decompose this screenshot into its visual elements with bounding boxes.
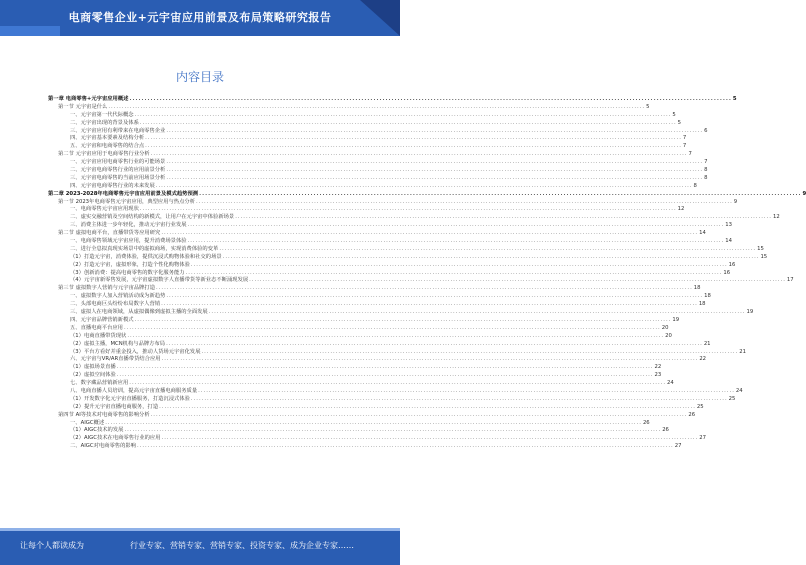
toc-page-number: 24 — [735, 387, 743, 394]
toc-entry-label: （2）虚拟主播，MCN机构与品牌方布局 — [70, 340, 166, 347]
toc-entry[interactable] — [48, 443, 682, 451]
toc-page-number: 27 — [699, 435, 707, 442]
toc-page-number: 18 — [698, 301, 706, 308]
toc-leader-dots: ........................................................................................................................................................................................................ — [190, 395, 728, 402]
toc-leader-dots: ........................................................................................................................................................................................................ — [190, 261, 728, 268]
toc-entry-label: 二、虚实交融营销及空间结构的新模式，让用户在元宇宙中体验新场景 — [70, 214, 235, 221]
toc-leader-dots: ........................................................................................................................................................................................................ — [161, 301, 698, 308]
toc-page-number: 27 — [674, 443, 682, 450]
toc-leader-dots: ........................................................................................................................................................................................................ — [166, 340, 703, 347]
toc-page-number: 14 — [699, 230, 706, 237]
toc-page-number: 14 — [725, 238, 733, 245]
report-title: 电商零售企业+元宇宙应用前景及布局策略研究报告 — [68, 11, 332, 24]
toc-entry-label: 第一节 元宇宙是什么 — [58, 103, 108, 110]
toc-page-number: 22 — [654, 364, 662, 371]
toc-entry-label: 四、元宇宙电商零售行业的未来发展 — [70, 182, 155, 189]
toc-page-number: 26 — [662, 427, 669, 434]
toc-entry-label: 第一章 电商零售+元宇宙应用概述 — [48, 96, 129, 102]
header-accent-bar — [0, 26, 60, 36]
toc-leader-dots: ........................................................................................................................................................................................................ — [129, 96, 732, 102]
toc-entry-label: （2）AIGC技术在电商零售行业的应用 — [70, 435, 161, 442]
toc-entry-label: （1）AIGC技术的发展 — [70, 427, 124, 434]
toc-page-number: 21 — [739, 348, 746, 355]
toc-entry-label: 三、元宇宙应用有利带来在电商零售企业 — [70, 127, 166, 134]
toc-entry[interactable] — [48, 340, 711, 349]
toc-entry-label: 三、虚拟人在电商领域，从虚拟偶像到虚拟主播的全面发展 — [70, 309, 208, 316]
toc-entry-label: 第二节 虚拟电商平台，直播带货等应用研究 — [58, 230, 161, 237]
toc-page-number: 18 — [693, 285, 701, 292]
toc-entry-label: 八、电商直播人员培训，提高元宇宙直播电商服务质量 — [70, 387, 198, 394]
toc-leader-dots: ........................................................................................................................................................................................................ — [249, 277, 786, 284]
toc-leader-dots: ........................................................................................................................................................................................................ — [150, 151, 688, 158]
toc-entry-label: 第三节 虚拟数字人营销与元宇宙品牌打造 — [58, 285, 156, 292]
toc-entry[interactable] — [48, 364, 662, 372]
toc-leader-dots: ........................................................................................................................................................................................................ — [201, 348, 739, 355]
toc-entry[interactable] — [48, 174, 708, 183]
toc-leader-dots: ........................................................................................................................................................................................................ — [134, 111, 672, 118]
toc-leader-dots: ........................................................................................................................................................................................................ — [185, 269, 723, 276]
toc-page-number: 12 — [677, 206, 685, 213]
toc-entry-label: 二、AIGC对电商零售的影响 — [70, 443, 136, 450]
toc-entry-label: （3）平台方看好并重金投入，推动人货场元宇宙化发展 — [70, 348, 201, 355]
toc-page-number: 22 — [699, 356, 707, 363]
toc-entry-label: （4）元宇宙新零售发展，元宇宙虚拟数字人直播带货等新业态不断涌现发展 — [70, 277, 249, 284]
footer-slogan: 让每个人都读成为 — [20, 541, 84, 550]
toc-entry[interactable] — [48, 411, 696, 420]
toc-entry-label: 三、元宇宙电商零售的当前应用场景分析 — [70, 174, 166, 181]
toc-leader-dots: ........................................................................................................................................................................................................ — [196, 198, 733, 205]
toc-entry-label: （2）打造元宇宙，虚拟形象，打造个性化购物体验 — [70, 261, 190, 268]
toc-leader-dots: ........................................................................................................................................................................................................ — [134, 316, 672, 323]
toc-entry-label: 第二章 2023-2028年电商零售元宇宙应用前景及模式趋势预测 — [48, 190, 199, 197]
toc-leader-dots: ........................................................................................................................................................................................................ — [155, 182, 693, 189]
toc-page-number: 15 — [760, 253, 768, 260]
toc-leader-dots: ........................................................................................................................................................................................................ — [198, 387, 735, 394]
toc-page-number: 17 — [786, 277, 794, 284]
toc-leader-dots: ........................................................................................................................................................................................................ — [145, 143, 682, 150]
toc-leader-dots: ........................................................................................................................................................................................................ — [166, 159, 704, 166]
toc-leader-dots: ........................................................................................................................................................................................................ — [222, 253, 760, 260]
toc-leader-dots: ........................................................................................................................................................................................................ — [235, 214, 772, 221]
toc-leader-dots: ........................................................................................................................................................................................................ — [108, 103, 646, 110]
toc-leader-dots: ........................................................................................................................................................................................................ — [219, 245, 757, 252]
toc-entry[interactable] — [48, 119, 681, 128]
toc-entry-label: 一、元宇宙第一代代际概念 — [70, 111, 134, 118]
toc-entry[interactable] — [48, 395, 736, 404]
toc-leader-dots: ........................................................................................................................................................................................................ — [187, 238, 725, 245]
toc-leader-dots: ........................................................................................................................................................................................................ — [123, 324, 661, 331]
toc-entry[interactable] — [48, 380, 674, 388]
toc-leader-dots: ........................................................................................................................................................................................................ — [159, 403, 696, 410]
toc-entry-label: 二、元宇宙出现的背景及体系 — [70, 119, 139, 126]
toc-entry[interactable] — [48, 316, 680, 325]
toc-entry[interactable] — [48, 332, 672, 341]
toc-page-number: 16 — [723, 269, 731, 276]
toc-leader-dots: ........................................................................................................................................................................................................ — [145, 135, 682, 142]
toc-entry[interactable] — [48, 182, 697, 191]
toc-entry-label: 二、进行全息拟真现实场景中的虚拟商场，实现消费体验的变革 — [70, 245, 219, 252]
toc-entry-label: 第一节 2023年电商零售元宇宙应用，典型应用与热点分析 — [58, 198, 195, 205]
toc-entry[interactable] — [48, 387, 743, 396]
page-footer — [0, 528, 400, 565]
toc-leader-dots: ........................................................................................................................................................................................................ — [139, 119, 677, 126]
toc-leader-dots: ........................................................................................................................................................................................................ — [116, 364, 654, 371]
toc-leader-dots: ........................................................................................................................................................................................................ — [136, 443, 674, 450]
toc-leader-dots: ........................................................................................................................................................................................................ — [187, 222, 725, 229]
toc-entry[interactable] — [48, 293, 711, 301]
toc-leader-dots: ........................................................................................................................................................................................................ — [124, 427, 662, 434]
toc-page-number: 5 — [732, 96, 737, 102]
toc-entry-label: 七、数字藏品营销新应用 — [70, 380, 129, 387]
toc-entry-label: （3）创新消费：提高电商零售的数字化服务能力 — [70, 269, 185, 276]
toc-page-number: 25 — [696, 403, 704, 410]
toc-page-number: 26 — [642, 419, 650, 426]
toc-entry[interactable] — [48, 111, 676, 120]
toc-entry[interactable] — [48, 245, 764, 254]
toc-page-number: 12 — [772, 214, 780, 221]
toc-page-number: 7 — [682, 135, 687, 142]
toc-page-number: 15 — [757, 245, 764, 252]
toc-entry[interactable] — [48, 222, 733, 230]
toc-leader-dots: ........................................................................................................................................................................................................ — [105, 419, 642, 426]
toc-page-number: 5 — [646, 103, 650, 110]
toc-leader-dots: ........................................................................................................................................................................................................ — [166, 127, 704, 134]
toc-page-number: 26 — [688, 411, 696, 418]
footer-tagline: 行业专家、营销专家、营销专家、投资专家、成为企业专家…… — [130, 541, 354, 550]
page-header — [0, 0, 400, 36]
toc-leader-dots: ........................................................................................................................................................................................................ — [208, 309, 746, 316]
toc-entry-label: （1）虚拟场景直播 — [70, 364, 116, 371]
toc-page-number: 9 — [802, 190, 806, 197]
toc-leader-dots: ........................................................................................................................................................................................................ — [161, 435, 699, 442]
toc-leader-dots: ........................................................................................................................................................................................................ — [199, 190, 802, 197]
toc-leader-dots: ........................................................................................................................................................................................................ — [156, 285, 693, 292]
toc-entry-label: （2）虚拟空间体验 — [70, 372, 116, 379]
toc-entry-label: 三、消费主体进一步年轻化，推动元宇宙行业发展 — [70, 222, 187, 229]
toc-entry-label: 第四节 AI等技术对电商零售的影响分析 — [58, 411, 150, 418]
toc-page-number: 6 — [704, 127, 708, 134]
toc-entry-label: 一、电商零售元宇宙应用现状 — [70, 206, 139, 213]
toc-entry-label: 一、AIGC概述 — [70, 419, 105, 426]
toc-entry-label: 二、头部电商巨头纷纷布局数字人营销 — [70, 301, 161, 308]
toc-entry-label: 四、元宇宙品牌营销新模式 — [70, 316, 134, 323]
toc-entry[interactable] — [48, 324, 669, 333]
toc-page-number: 16 — [728, 261, 736, 268]
toc-entry[interactable] — [48, 238, 733, 246]
toc-page-number: 19 — [746, 309, 754, 316]
toc-entry[interactable] — [48, 190, 806, 199]
toc-entry-label: （1）电商直播带货现状 — [70, 332, 127, 339]
toc-page-number: 5 — [677, 119, 681, 126]
toc-leader-dots: ........................................................................................................................................................................................................ — [161, 356, 699, 363]
toc-entry-label: 二、元宇宙电商零售行业的应用前景分析 — [70, 167, 166, 174]
toc-page-number: 9 — [733, 198, 738, 205]
toc-page-number: 7 — [704, 159, 708, 166]
toc-page-number: 19 — [672, 316, 680, 323]
toc-leader-dots: ........................................................................................................................................................................................................ — [139, 206, 677, 213]
toc-entry-label: 一、元宇宙应用电商零售行业的可能场景 — [70, 159, 166, 166]
toc-page-number: 24 — [667, 380, 674, 387]
toc-leader-dots: ........................................................................................................................................................................................................ — [150, 411, 688, 418]
toc-page-number: 18 — [704, 293, 711, 300]
toc-leader-dots: ........................................................................................................................................................................................................ — [166, 174, 704, 181]
toc-page-number: 8 — [704, 174, 708, 181]
footer-accent-band — [0, 528, 400, 531]
toc-entry[interactable] — [48, 253, 768, 262]
toc-heading: 内容目录 — [175, 70, 224, 84]
toc-entry-label: 六、元宇宙与VR/AR直播带货结合应用 — [70, 356, 161, 363]
toc-page-number: 25 — [728, 395, 736, 402]
toc-entry[interactable] — [48, 301, 706, 309]
toc-entry-label: 四、元宇宙基本要素及结构分析 — [70, 135, 145, 142]
toc-entry[interactable] — [48, 151, 692, 159]
toc-page-number: 5 — [672, 111, 676, 118]
toc-leader-dots: ........................................................................................................................................................................................................ — [166, 167, 704, 174]
toc-leader-dots: ........................................................................................................................................................................................................ — [127, 332, 665, 339]
toc-page-number: 8 — [693, 182, 697, 189]
toc-entry-label: 五、元宇宙和电商零售的结合点 — [70, 143, 145, 150]
toc-leader-dots: ........................................................................................................................................................................................................ — [129, 380, 667, 387]
toc-entry-label: 一、虚拟数字人加入营销活动成为新趋势 — [70, 293, 166, 300]
toc-entry-label: （1）打造元宇宙，消费体验，提供沉浸式购物体验和社交的场景 — [70, 253, 222, 260]
toc-leader-dots: ........................................................................................................................................................................................................ — [116, 372, 654, 379]
toc-page-number: 13 — [725, 222, 733, 229]
toc-entry[interactable] — [48, 167, 708, 175]
toc-entry[interactable] — [48, 261, 736, 270]
toc-page-number: 8 — [704, 167, 708, 174]
toc-entry[interactable] — [48, 103, 650, 112]
toc-entry-label: 第二节 元宇宙应用于电商零售行业分析 — [58, 151, 150, 158]
toc-entry[interactable] — [48, 309, 754, 317]
toc-entry[interactable] — [48, 230, 706, 238]
toc-page-number: 7 — [682, 143, 687, 150]
toc-entry[interactable] — [48, 435, 707, 443]
toc-entry[interactable] — [48, 159, 708, 167]
toc-entry[interactable] — [48, 372, 662, 380]
toc-entry-label: 五、直播电商平台应用 — [70, 324, 123, 331]
toc-page-number: 20 — [665, 332, 672, 339]
toc-leader-dots: ........................................................................................................................................................................................................ — [166, 293, 704, 300]
toc-page-number: 21 — [703, 340, 711, 347]
toc-page-number: 7 — [688, 151, 692, 158]
toc-entry-label: 一、电商零售领域元宇宙应用，提升消费场景体验 — [70, 238, 187, 245]
toc-entry[interactable] — [48, 403, 704, 412]
toc-entry-label: （2）提升元宇宙直播电商服务，打造 — [70, 403, 159, 410]
toc-entry[interactable] — [48, 96, 737, 104]
toc-page-number: 20 — [661, 324, 669, 331]
toc-entry-label: （1）开发数字化元宇宙直播服务，打造沉浸式体验 — [70, 395, 190, 402]
table-of-contents — [48, 96, 806, 451]
toc-page-number: 23 — [654, 372, 662, 379]
toc-leader-dots: ........................................................................................................................................................................................................ — [161, 230, 699, 237]
